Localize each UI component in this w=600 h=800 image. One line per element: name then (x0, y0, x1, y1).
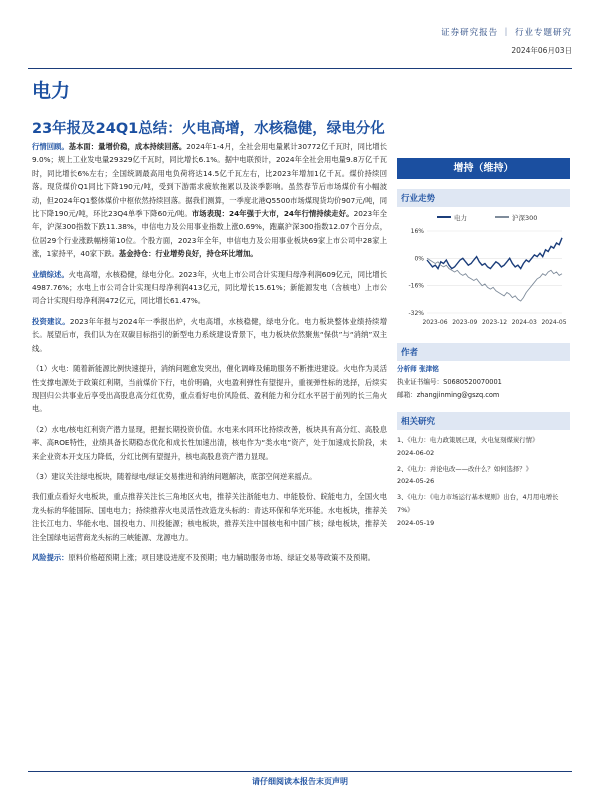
section-keyword: 投资建议。 (32, 316, 70, 326)
related-item-title: 2、《电力：并论电改——改什么？如何选择？》 (397, 464, 533, 473)
legend-label: 沪深300 (512, 214, 538, 222)
related-item-date: 2024-05-19 (397, 518, 435, 527)
license-number: 执业证书编号：S0680520070001 (397, 378, 502, 386)
related-item-title: 3、《电力：《电力市场运行基本规则》出台，4月用电增长7%》 (397, 493, 559, 514)
author-info (397, 363, 570, 402)
performance-paragraph (32, 268, 387, 308)
header-divider (28, 68, 572, 69)
page-title: 23年报及24Q1总结：火电高增，水核稳健，绿电分化 (32, 121, 385, 137)
body-text: 2023年全年，沪深300指数下跌11.38%，申信电力及公用事业指数上涨0.69%，跑赢沪深300指数12.07个百分点，位居29个行业涨跌幅榜第10位。个股方面，2023年全年，申信电力及公用事业板块69家上市公司中28家上涨，1家持平，40家下跌。 (32, 209, 387, 259)
x-tick-label: 2024-03 (511, 319, 537, 326)
green-power-paragraph: （3）建议关注绿电板块，随着绿电/绿证交易推进和消纳问题解决，底部空间逆来摇点。 (32, 471, 317, 481)
analyst-name: 分析师 张津铭 (397, 365, 439, 373)
y-tick-label: -16% (408, 282, 424, 290)
related-item[interactable] (397, 434, 570, 460)
footer-divider (28, 771, 572, 772)
sidebar (397, 158, 570, 533)
related-section-title: 相关研究 (397, 412, 570, 430)
y-tick-label: -32% (408, 310, 424, 317)
related-item-date: 2024-05-26 (397, 477, 435, 486)
series-line (427, 238, 562, 269)
body-text: 2023年年报与2024年一季报出炉，火电高增，水核稳健，绿电分化。电力板块整体业绩持续增长。展望后市，我们认为在双碳目标指引的新型电力系统建设背景下，电力板块依然聚焦“保供”与“消纳”双主线。 (32, 316, 388, 353)
related-item-title: 1、《电力：电力政策展已现，火电复刻煤炭行情》 (397, 436, 539, 444)
related-research-list (397, 434, 570, 530)
industry-name: 电力 (32, 80, 71, 102)
lead-text: 基本面：量增价稳，成本持续回落。 (68, 142, 187, 151)
y-tick-label: 16% (410, 228, 424, 235)
x-tick-label: 2023-12 (481, 319, 508, 326)
rating-badge: 增持（维持） (397, 158, 570, 179)
x-tick-label: 2023-06 (422, 319, 448, 326)
thermal-paragraph: （1）火电：随着新能源比例快速提升，消纳问题愈发突出，催化调峰及辅助服务不断推进建设。火电作为灵活性支撑电源处于政策红利期，当前煤价下行，电价明确，火电盈利弹性有望提升，重视弹性标的选择，后续实现回归公共事业后享受出高股息高分红优势，重点看好电价风险低、盈利能力和分红水平居于前列的长三角火电。 (32, 364, 387, 414)
trend-section-title: 行业走势 (397, 189, 570, 207)
lead-text: 基金持仓：行业增势良好，持仓环比增加。 (118, 249, 258, 259)
investment-paragraph (32, 315, 387, 355)
report-header (441, 26, 572, 56)
risk-paragraph (32, 551, 387, 564)
author-section-title: 作者 (397, 343, 570, 361)
x-tick-label: 2024-05 (541, 319, 567, 326)
analyst-email[interactable]: 邮箱：zhangjinming@gszq.com (397, 391, 500, 399)
related-item[interactable] (397, 463, 570, 489)
section-keyword: 风险提示： (32, 552, 69, 562)
section-keyword: 业绩综述。 (32, 269, 69, 279)
recommendation-paragraph: 我们重点看好火电板块，重点推荐关注长三角地区火电，推荐关注浙能电力、申能股份、皖能电力，全国火电龙头标的华能国际、国电电力；持续推荐火电灵活性改造龙头标的：青达环保和华光环能。水电板块，推荐关注长江电力、华能水电、国投电力、川投能源；核电板块，推荐关注中国核电和中国广核；绿电板块，推荐关注全国绿电运营商龙头标的三峡能源、龙源电力。 (32, 492, 387, 542)
series-line (427, 258, 562, 301)
y-tick-label: 0% (414, 255, 424, 263)
report-body (32, 140, 387, 564)
body-text: 2024年1-4月，全社会用电量累计30772亿千瓦时，同比增长9.0%；规上工业发电量29329亿千瓦时，同比增长6.1%。据中电联预计，2024年全社会用电量9.8万亿千瓦时，同比增长6%左右；全国统调最高用电负荷将达14.5亿千瓦左右，比2023年增加1亿千瓦。煤价持续回落。现货煤价Q1同比下降190元/吨，受到下游需求疲软拖累以及淡季影响。虽然春节后市场煤价有小幅波动，但2024年Q1整体煤价中枢依然持续回落。据我们测算，一季度北港Q5500市场煤现货均价907元/吨，同比下降190元/吨，环比23Q4单季下降60元/吨。 (32, 142, 388, 219)
report-type: 证券研究报告 ｜ 行业专题研究 (441, 28, 572, 38)
related-item[interactable] (397, 491, 570, 529)
body-text: 原料价格超预期上涨；项目建设进度不及预期；电力辅助服务市场、绿证交易等政策不及预期。 (68, 552, 375, 562)
footer-disclaimer: 请仔细阅读本报告末页声明 (252, 777, 348, 786)
trend-chart-svg (397, 207, 570, 333)
section-keyword: 行情回顾。 (32, 142, 69, 151)
body-text: 火电高增，水核稳健，绿电分化。2023年，火电上市公司合计实现归母净利润609亿元，同比增长4987.76%；水电上市公司合计实现归母净利润413亿元，同比增长15.61%；新能源发电（含核电）上市公司合计实现归母净利润472亿元，同比增长61.47%。 (32, 269, 388, 306)
report-date: 2024年06月03日 (511, 46, 572, 55)
related-item-date: 2024-06-02 (397, 448, 435, 457)
market-review-paragraph (32, 140, 387, 261)
trend-chart (397, 207, 570, 333)
x-tick-label: 2023-09 (452, 319, 478, 326)
hydro-nuclear-paragraph: （2）水电/核电红利资产潜力显现，把握长期投资价值。水电来水同环比持续改善，板块具有高分红、高股息率、高ROE特性，业绩具备长期稳态优化和成长性加速出清，核电作为“类水电”资产，处于加速成长阶段，未来企业资本开支压力降低，分红比例有望提升，核电高股息资产潜力显现。 (32, 424, 387, 461)
lead-text: 市场表现：24年强于大市，24年行情持续走好。 (191, 209, 354, 219)
legend-label: 电力 (454, 214, 467, 222)
